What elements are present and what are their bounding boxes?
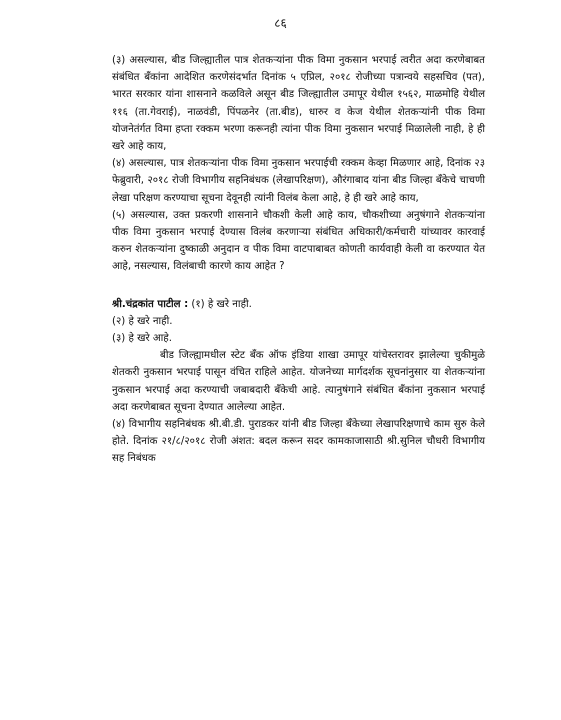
answer-part-4: (४) विभागीय सहनिबंधक श्री.बी.डी. पुराडकर यांनी बीड जिल्हा बँकेच्या लेखापरिक्षणाचे काम सुरु केले होते. दिनांक २१/८/२०१८ रोजी अंशत: बदल करून सदर कामकाजासाठी श्री.सुनिल चौधरी विभागीय सह निबंधक: [112, 419, 485, 465]
answer-part-1-line: [112, 296, 485, 313]
question-part-3: (३) असल्यास, बीड जिल्ह्यातील पात्र शेतकऱ्यांना पीक विमा नुकसान भरपाई त्वरीत अदा करणेबाबत संबंधित बँकांना आदेशित करणेसंदर्भात दिनांक ५ एप्रिल, २०१८ रोजीच्या पत्रान्वये सहसचिव (पत), भारत सरकार यांना शासनाने कळविले असून बीड जिल्ह्यातील उमापूर येथील १५६२, माळमोहि येथील ११६ (ता.गेवराई), नाळवंडी, पिंपळनेर (ता.बीड), धारुर व केज येथील शेतकऱ्यांनी पीक विमा योजनेतंर्गत विमा हप्ता रक्कम भरणा करूनही त्यांना पीक विमा नुकसान भरपाई मिळालेली नाही, हे ही खरे आहे काय,: [112, 55, 485, 153]
answer-part-2: (२) हे खरे नाही.: [112, 315, 173, 327]
answer-part-3-body: बीड जिल्ह्यामधील स्टेट बँक ऑफ इंडिया शाखा उमापूर यांचेस्तरावर झालेल्या चुकीमुळे शेतकरी नुकसान भरपाई पासून वंचित राहिले आहेत. योजनेच्या मार्गदर्शक सूचनांनुसार या शेतकऱ्यांना नुकसान भरपाई अदा करण्याची जबाबदारी बँकेची आहे. त्यानुषंगाने संबंधित बँकांना नुकसान भरपाई अदा करणेबाबत सूचना देण्यात आलेल्या आहेत.: [112, 350, 485, 413]
answer-speaker: श्री.चंद्रकांत पाटील :: [112, 298, 189, 310]
answer-part-1: (१) हे खरे नाही.: [191, 298, 252, 310]
question-part-5: (५) असल्यास, उक्त प्रकरणी शासनाने चौकशी केली आहे काय, चौकशीच्या अनुषंगाने शेतकऱ्यांना पीक विमा नुकसान भरपाई देण्यास विलंब करणाऱ्या संबंधित अधिकारी/कर्मचारी यांच्यावर कारवाई करुन शेतकऱ्यांना दुष्काळी अनुदान व पीक विमा वाटपाबाबत कोणती कार्यवाही केली वा करण्यात येत आहे, नसल्यास, विलंबाची कारणे काय आहेत ?: [112, 209, 485, 273]
page-number: ८६: [274, 16, 287, 30]
question-part-4: (४) असल्यास, पात्र शेतकऱ्यांना पीक विमा नुकसान भरपाईची रक्कम केव्हा मिळणार आहे, दिनांक २३ फेब्रुवारी, २०१८ रोजी विभागीय सहनिबंधक (लेखापरिक्षण), औरंगाबाद यांना बीड जिल्हा बँकेचे चाचणी लेखा परिक्षण करण्याचा सूचना देवूनही त्यांनी विलंब केला आहे, हे ही खरे आहे काय,: [112, 158, 485, 204]
document-body: [112, 52, 485, 468]
section-gap: [112, 276, 485, 296]
answer-part-3-lead: (३) हे खरे आहे.: [112, 333, 172, 345]
